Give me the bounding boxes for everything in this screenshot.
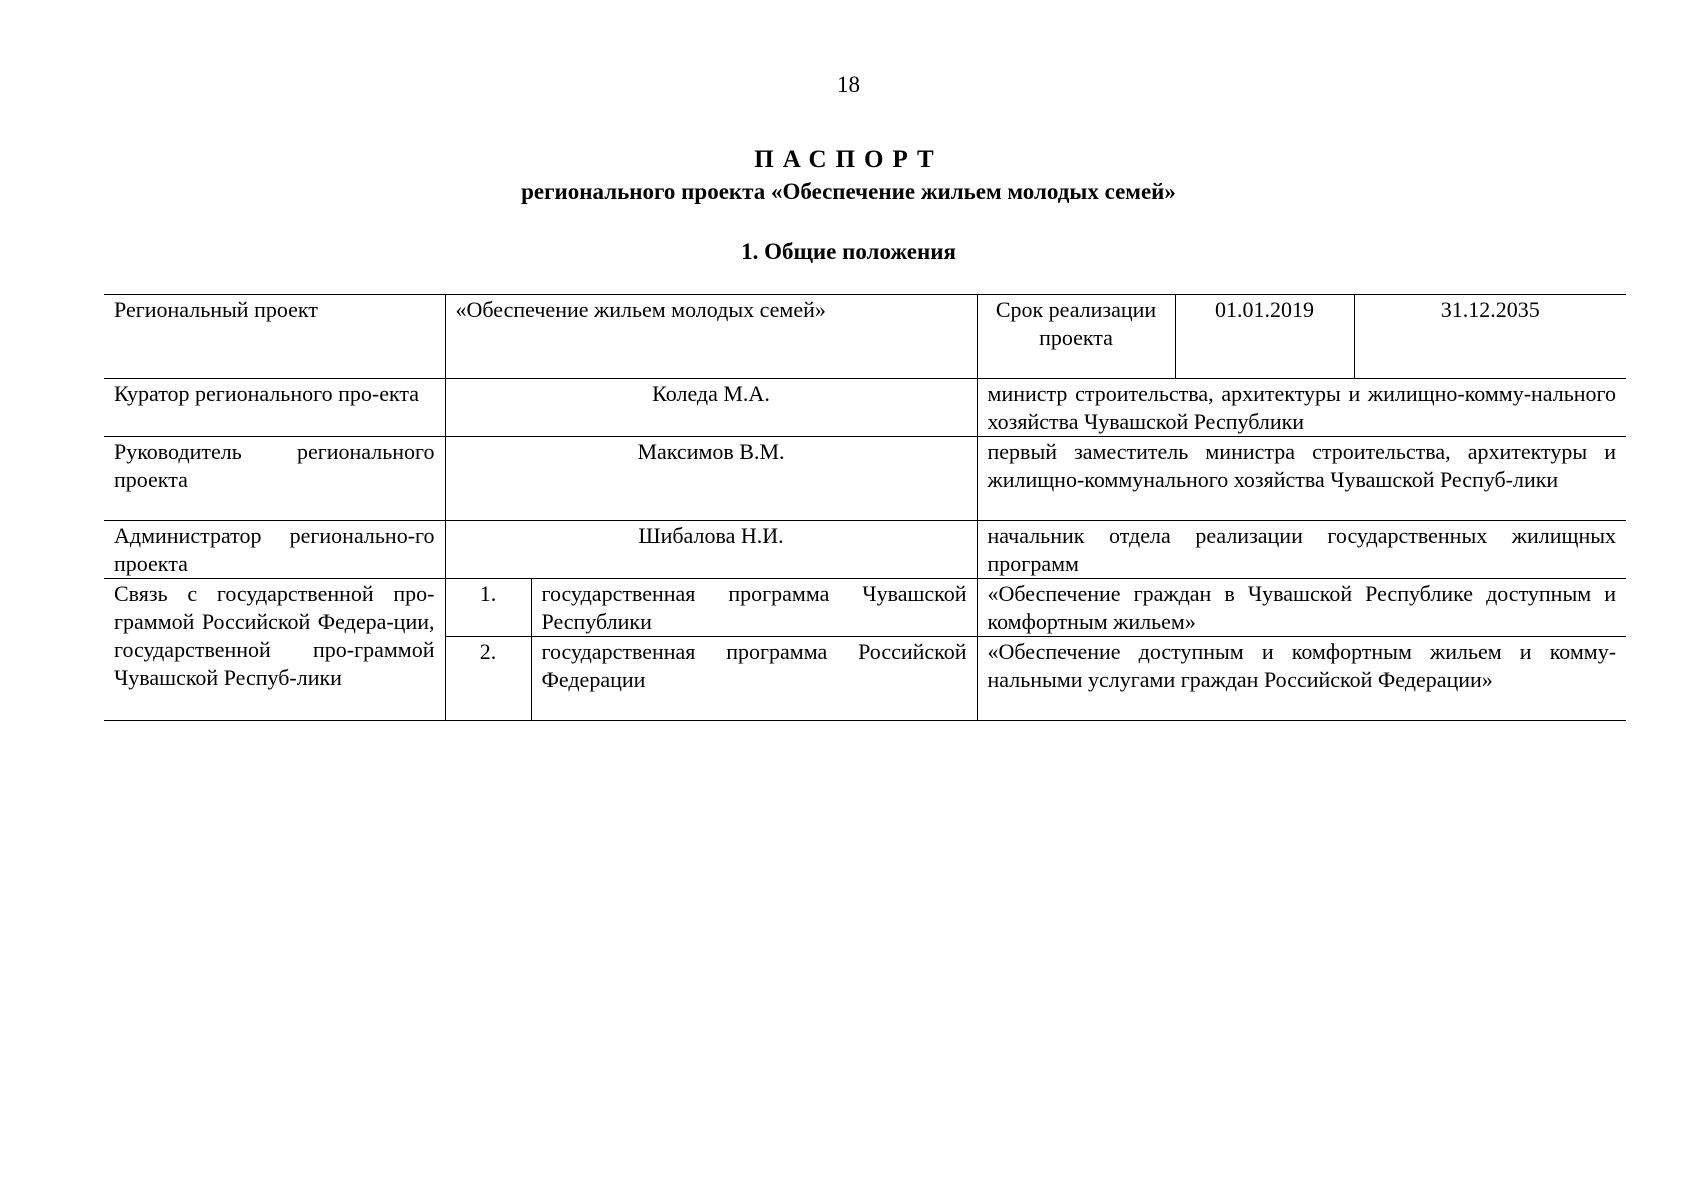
- program-2-number: 2.: [445, 637, 531, 721]
- table-row-curator: [104, 379, 1626, 437]
- project-end-date: 31.12.2035: [1354, 295, 1626, 379]
- project-start-date: 01.01.2019: [1175, 295, 1354, 379]
- head-name: Максимов В.М.: [445, 437, 977, 521]
- program-2-name: «Обеспечение доступным и комфортным жильем и комму-нальными услугами граждан Российской Федерации»: [977, 637, 1626, 721]
- table-row-administrator: [104, 521, 1626, 579]
- document-subtitle: регионального проекта «Обеспечение жильем молодых семей»: [521, 179, 1176, 204]
- link-label: Связь с государственной про-граммой Российской Федера-ции, государственной про-граммой Чувашской Респуб-лики: [104, 579, 445, 721]
- project-label: Региональный проект: [104, 295, 445, 379]
- program-1-number: 1.: [445, 579, 531, 637]
- project-name: «Обеспечение жильем молодых семей»: [445, 295, 977, 379]
- table-row-head: [104, 437, 1626, 521]
- program-2-type: государственная программа Российской Федерации: [531, 637, 977, 721]
- administrator-name: Шибалова Н.И.: [445, 521, 977, 579]
- table-row-link-program-1: [104, 579, 1626, 637]
- program-1-type: государственная программа Чувашской Республики: [531, 579, 977, 637]
- table-row-project: [104, 295, 1626, 379]
- document-title: ПАСПОРТ: [754, 146, 943, 173]
- head-label: Руководитель регионального проекта: [104, 437, 445, 521]
- curator-position: министр строительства, архитектуры и жилищно-комму-нального хозяйства Чувашской Республики: [977, 379, 1626, 437]
- project-term-label: Срок реализации проекта: [977, 295, 1175, 379]
- curator-label: Куратор регионального про-екта: [104, 379, 445, 437]
- passport-table: [104, 294, 1626, 721]
- page-number: 18: [837, 72, 860, 97]
- head-position: первый заместитель министра строительства, архитектуры и жилищно-коммунального хозяйства Чувашской Респуб-лики: [977, 437, 1626, 521]
- section-title: 1. Общие положения: [741, 239, 956, 264]
- curator-name: Коледа М.А.: [445, 379, 977, 437]
- administrator-position: начальник отдела реализации государственных жилищных программ: [977, 521, 1626, 579]
- program-1-name: «Обеспечение граждан в Чувашской Республике доступным и комфортным жильем»: [977, 579, 1626, 637]
- administrator-label: Администратор регионально-го проекта: [104, 521, 445, 579]
